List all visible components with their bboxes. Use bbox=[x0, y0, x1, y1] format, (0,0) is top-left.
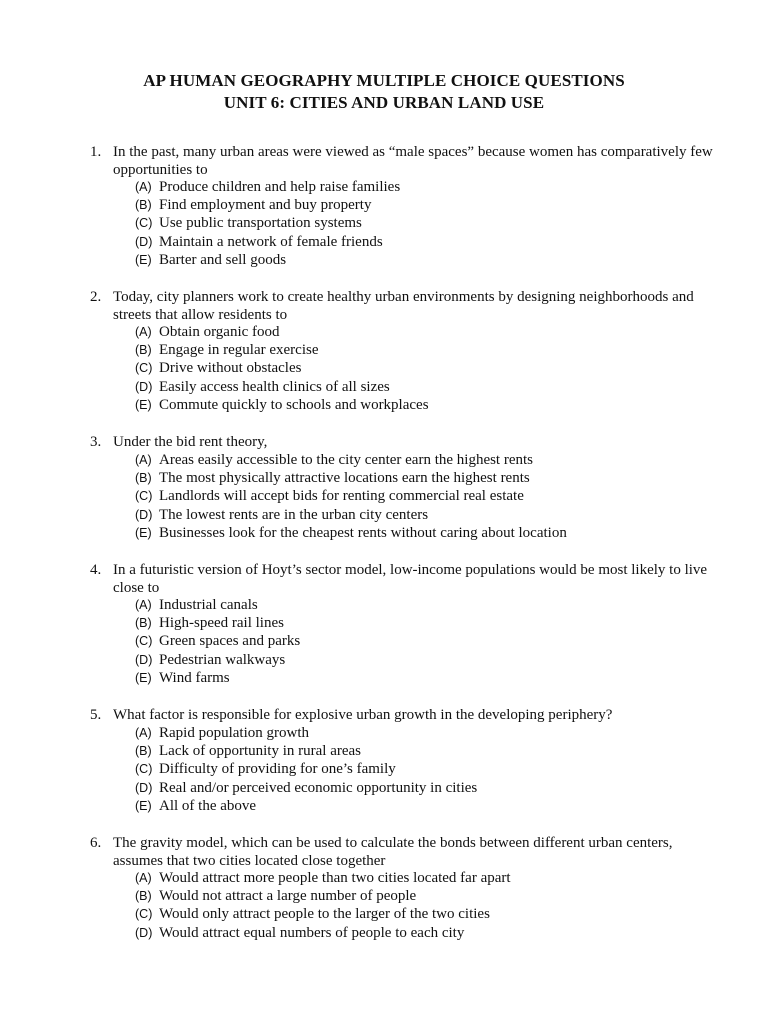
answer-option-b[interactable] bbox=[135, 887, 511, 905]
answer-option-b[interactable] bbox=[135, 469, 567, 487]
answer-option-a[interactable] bbox=[135, 724, 477, 742]
answer-option-a[interactable] bbox=[135, 451, 567, 469]
option-letter: (D) bbox=[135, 507, 153, 522]
question-text: In the past, many urban areas were viewed as “male spaces” because women has comparatively few opportunities to bbox=[113, 144, 713, 178]
option-letter: (E) bbox=[135, 397, 152, 412]
option-text: Maintain a network of female friends bbox=[159, 233, 383, 250]
option-letter: (B) bbox=[135, 471, 152, 486]
option-text: Pedestrian walkways bbox=[159, 651, 286, 668]
option-letter: (B) bbox=[135, 744, 152, 759]
option-text: Engage in regular exercise bbox=[159, 342, 319, 359]
option-text: Would attract equal numbers of people to each city bbox=[159, 924, 465, 941]
option-letter: (D) bbox=[135, 652, 153, 667]
question-number: 5. bbox=[90, 707, 102, 723]
answer-option-c[interactable] bbox=[135, 632, 300, 650]
answer-options bbox=[135, 869, 511, 942]
answer-option-b[interactable] bbox=[135, 742, 477, 760]
option-text: Difficulty of providing for one’s family bbox=[159, 761, 396, 778]
answer-option-a[interactable] bbox=[135, 869, 511, 887]
document-title: AP HUMAN GEOGRAPHY MULTIPLE CHOICE QUESTIONS bbox=[143, 71, 625, 90]
option-letter: (D) bbox=[135, 925, 153, 940]
option-text: Green spaces and parks bbox=[159, 633, 301, 650]
question-number: 2. bbox=[90, 289, 102, 305]
answer-option-a[interactable] bbox=[135, 596, 300, 614]
option-letter: (E) bbox=[135, 798, 152, 813]
option-letter: (C) bbox=[135, 907, 153, 922]
option-letter: (B) bbox=[135, 343, 152, 358]
option-letter: (A) bbox=[135, 180, 152, 194]
option-letter: (B) bbox=[135, 889, 152, 904]
option-letter: (C) bbox=[135, 634, 153, 649]
option-letter: (B) bbox=[135, 198, 152, 213]
question-number: 1. bbox=[90, 144, 102, 160]
option-text: High-speed rail lines bbox=[159, 615, 284, 632]
answer-option-d[interactable] bbox=[135, 651, 300, 669]
document-subtitle: UNIT 6: CITIES AND URBAN LAND USE bbox=[223, 93, 545, 112]
answer-option-b[interactable] bbox=[135, 341, 429, 359]
option-text: Commute quickly to schools and workplaces bbox=[159, 396, 429, 413]
question-number: 6. bbox=[90, 835, 102, 851]
answer-option-e[interactable] bbox=[135, 251, 400, 269]
option-letter: (C) bbox=[135, 216, 153, 231]
option-letter: (E) bbox=[135, 525, 152, 540]
answer-options bbox=[135, 323, 429, 414]
answer-option-c[interactable] bbox=[135, 905, 511, 923]
option-letter: (E) bbox=[135, 670, 152, 685]
answer-option-c[interactable] bbox=[135, 359, 429, 377]
question-number: 4. bbox=[90, 562, 102, 578]
option-text: Areas easily accessible to the city center earn the highest rents bbox=[159, 452, 534, 468]
answer-option-e[interactable] bbox=[135, 396, 429, 414]
option-text: Would not attract a large number of people bbox=[159, 888, 417, 905]
question-text: The gravity model, which can be used to calculate the bonds between different urban centers, assumes that two cities located close together bbox=[113, 835, 673, 869]
option-letter: (A) bbox=[135, 325, 152, 339]
option-letter: (A) bbox=[135, 871, 152, 885]
option-letter: (C) bbox=[135, 762, 153, 777]
answer-option-a[interactable] bbox=[135, 323, 429, 341]
option-letter: (E) bbox=[135, 252, 152, 267]
answer-option-b[interactable] bbox=[135, 196, 400, 214]
option-text: The lowest rents are in the urban city centers bbox=[159, 506, 429, 523]
answer-option-d[interactable] bbox=[135, 506, 567, 524]
question-text: In a futuristic version of Hoyt’s sector model, low-income populations would be most likely to live close to bbox=[113, 562, 708, 596]
option-text: Drive without obstacles bbox=[159, 360, 302, 377]
answer-option-d[interactable] bbox=[135, 233, 400, 251]
option-text: Businesses look for the cheapest rents without caring about location bbox=[159, 524, 567, 541]
option-text: Produce children and help raise families bbox=[159, 179, 401, 195]
answer-option-d[interactable] bbox=[135, 779, 477, 797]
option-text: Would attract more people than two cities located far apart bbox=[159, 870, 511, 886]
option-letter: (D) bbox=[135, 234, 153, 249]
option-letter: (A) bbox=[135, 726, 152, 740]
answer-option-c[interactable] bbox=[135, 214, 400, 232]
option-text: Industrial canals bbox=[159, 597, 258, 613]
question-text: Today, city planners work to create healthy urban environments by designing neighborhoods and streets that allow residents to bbox=[113, 289, 694, 323]
answer-option-b[interactable] bbox=[135, 614, 300, 632]
question-number: 3. bbox=[90, 434, 102, 450]
question-text: What factor is responsible for explosive urban growth in the developing periphery? bbox=[113, 707, 613, 723]
option-letter: (C) bbox=[135, 361, 153, 376]
option-text: Easily access health clinics of all sizes bbox=[159, 378, 390, 395]
answer-options bbox=[135, 178, 400, 269]
option-text: Lack of opportunity in rural areas bbox=[159, 743, 362, 760]
option-text: Barter and sell goods bbox=[159, 251, 287, 268]
option-text: All of the above bbox=[159, 797, 257, 814]
option-letter: (A) bbox=[135, 598, 152, 612]
option-letter: (A) bbox=[135, 453, 152, 467]
answer-option-e[interactable] bbox=[135, 669, 300, 687]
answer-options bbox=[135, 451, 567, 542]
answer-option-e[interactable] bbox=[135, 524, 567, 542]
answer-options bbox=[135, 724, 477, 815]
option-text: Obtain organic food bbox=[159, 324, 280, 340]
option-letter: (D) bbox=[135, 379, 153, 394]
option-text: Landlords will accept bids for renting commercial real estate bbox=[159, 488, 524, 505]
option-text: Real and/or perceived economic opportunity in cities bbox=[159, 779, 478, 796]
option-text: The most physically attractive locations earn the highest rents bbox=[159, 470, 530, 487]
option-text: Rapid population growth bbox=[159, 725, 309, 741]
option-text: Would only attract people to the larger of the two cities bbox=[159, 906, 490, 923]
answer-option-d[interactable] bbox=[135, 924, 511, 942]
option-letter: (C) bbox=[135, 489, 153, 504]
answer-option-e[interactable] bbox=[135, 797, 477, 815]
option-letter: (D) bbox=[135, 780, 153, 795]
answer-option-c[interactable] bbox=[135, 487, 567, 505]
answer-option-c[interactable] bbox=[135, 760, 477, 778]
option-text: Use public transportation systems bbox=[159, 215, 362, 232]
answer-option-a[interactable] bbox=[135, 178, 400, 196]
option-letter: (B) bbox=[135, 616, 152, 631]
option-text: Wind farms bbox=[159, 669, 230, 686]
answer-options bbox=[135, 596, 300, 687]
question-text: Under the bid rent theory, bbox=[113, 434, 268, 450]
answer-option-d[interactable] bbox=[135, 378, 429, 396]
option-text: Find employment and buy property bbox=[159, 197, 372, 214]
